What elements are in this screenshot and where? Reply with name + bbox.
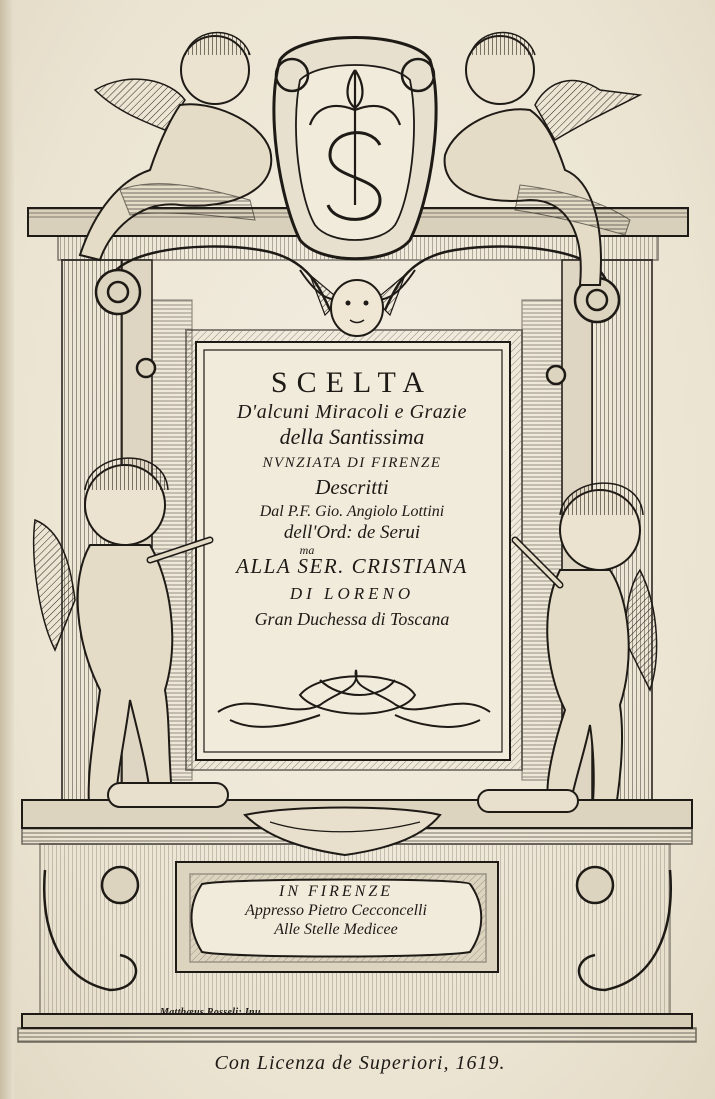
author-line: Dal P.F. Gio. Angiolo Lottini <box>259 503 445 520</box>
subtitle-line-3: NVNZIATA DI FIRENZE <box>262 455 442 471</box>
book-title: SCELTA <box>270 366 434 399</box>
dedicatee-line-1: ALLA SER. CRISTIANA <box>236 554 468 578</box>
title-cartouche <box>206 356 498 748</box>
subtitle-line-4: Descritti <box>315 475 389 499</box>
engraver-credit: Matthæus Rosseli: Inu. <box>160 1007 264 1018</box>
imprint-sign: Alle Stelle Medicee <box>274 921 398 938</box>
subtitle-line-2: della Santissima <box>279 424 425 449</box>
subtitle-line-1: D'alcuni Miracoli e Grazie <box>236 401 468 423</box>
dedication-prefix: ma <box>299 543 315 557</box>
dedicatee-line-2: DI LORENO <box>289 584 415 603</box>
imprint <box>186 880 486 938</box>
license-line: Con Licenza de Superiori, 1619. <box>214 1052 506 1074</box>
imprint-printer: Appresso Pietro Cecconcelli <box>245 902 427 919</box>
imprint-city: IN FIRENZE <box>279 883 393 900</box>
order-line: dell'Ord: de Serui <box>283 522 421 543</box>
cherub-head-icon <box>300 270 415 336</box>
dedicatee-line-3: Gran Duchessa di Toscana <box>254 609 450 629</box>
